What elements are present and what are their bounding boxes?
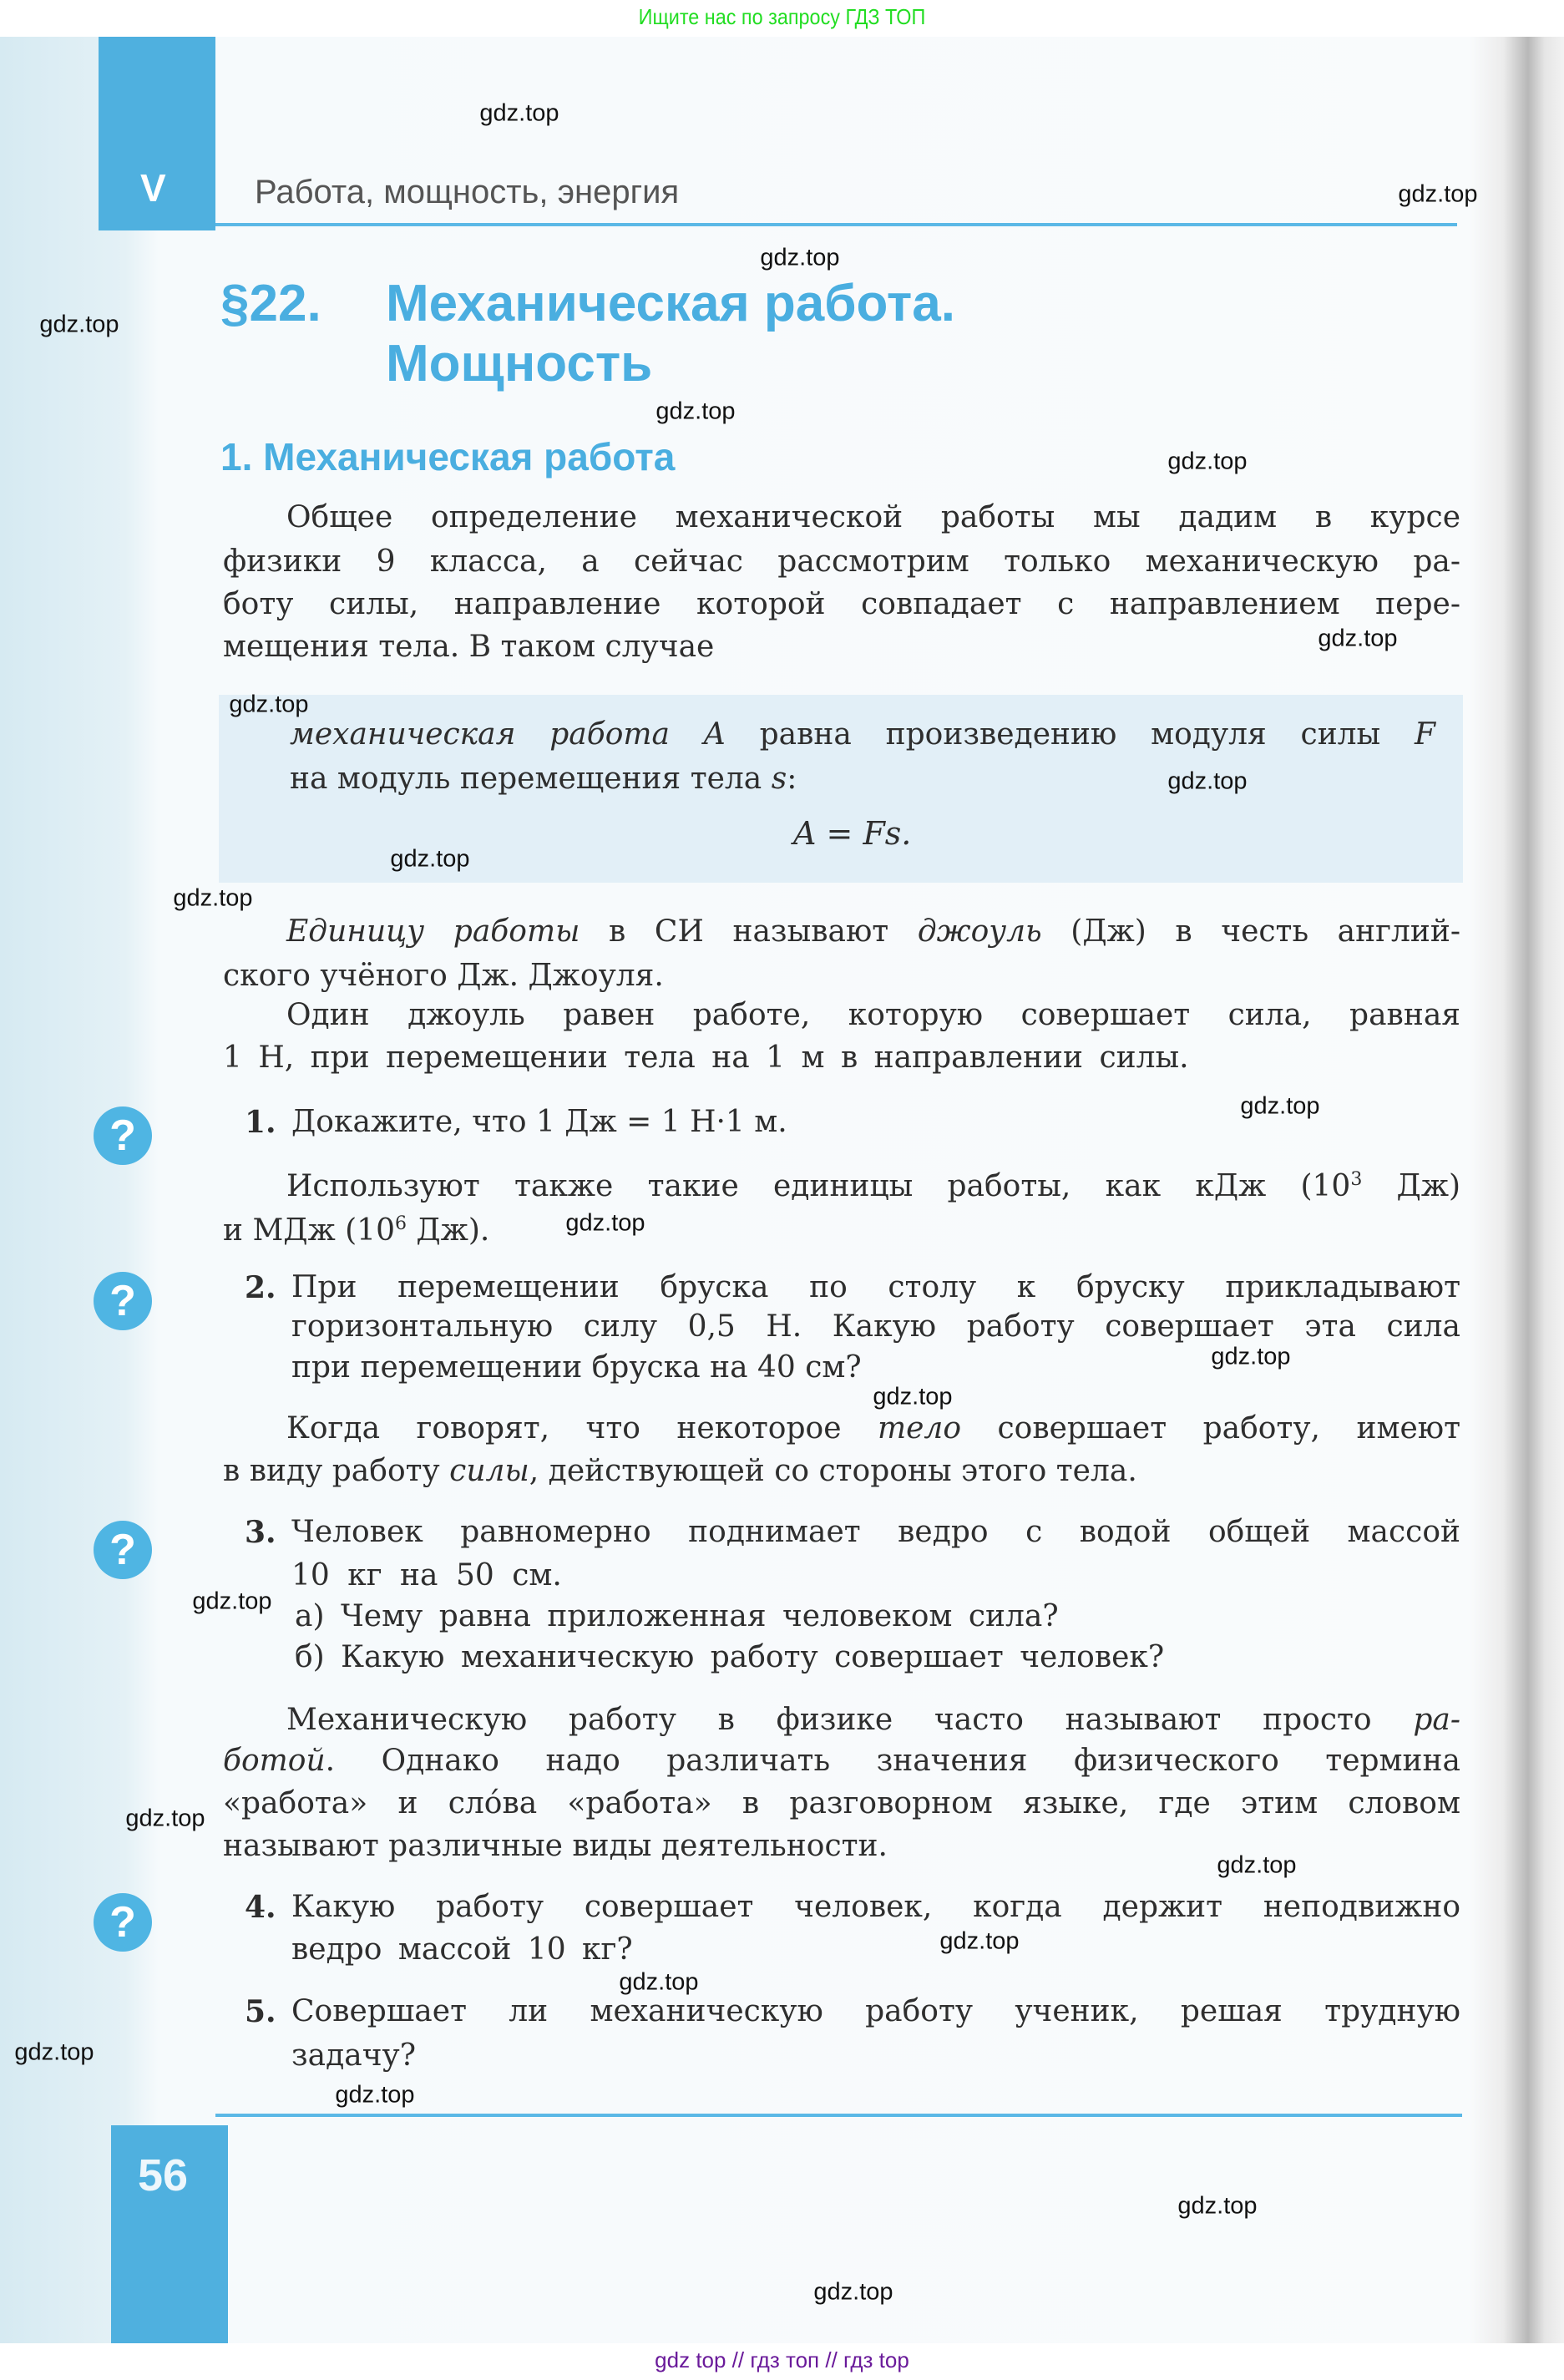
chapter-title: Работа, мощность, энергия: [255, 174, 680, 210]
symbol-s: s: [771, 762, 787, 796]
watermark: gdz.top: [390, 845, 470, 873]
question-line: Человек равномерно поднимает ведро с водой общей массой: [291, 1515, 1460, 1549]
question-line: горизонтальную силу 0,5 Н. Какую работу совершает эта сила: [291, 1309, 1460, 1344]
text: Дж).: [406, 1213, 490, 1248]
question-line: ведро массой 10 кг?: [291, 1932, 633, 1967]
watermark: gdz.top: [939, 1927, 1020, 1955]
watermark: gdz.top: [1398, 180, 1478, 208]
text: (Дж) в честь англий-: [1041, 914, 1461, 949]
term: Единицу работы: [286, 914, 580, 949]
text-line: [286, 1701, 1460, 1739]
watermark: gdz.top: [1177, 2192, 1258, 2220]
text-line: 1 Н, при перемещении тела на 1 м в направлении силы.: [223, 1041, 1189, 1075]
question-line: При перемещении бруска по столу к бруску прикладывают: [291, 1270, 1460, 1304]
watermark: gdz.top: [192, 1588, 272, 1615]
question-icon: ?: [94, 1272, 152, 1330]
page-number: 56: [138, 2150, 189, 2200]
watermark: gdz.top: [1167, 448, 1248, 475]
watermark: gdz.top: [1167, 767, 1248, 795]
text: равна произведению модуля силы: [725, 717, 1415, 752]
watermark: gdz.top: [229, 691, 309, 718]
text: :: [787, 762, 797, 796]
question-icon: ?: [94, 1893, 152, 1952]
watermark: gdz.top: [565, 1209, 645, 1237]
text-line: [286, 913, 1460, 951]
question-number: 1.: [245, 1105, 276, 1140]
text-line: [223, 1205, 1460, 1250]
text-line: называют различные виды деятельности.: [223, 1829, 888, 1863]
question-number: 2.: [245, 1270, 276, 1305]
paragraph-title-line1: Механическая работа.: [386, 275, 955, 332]
definition-line: [290, 760, 1435, 798]
text: , действующей со стороны этого тела.: [529, 1454, 1137, 1488]
text: Дж): [1362, 1169, 1460, 1203]
formula: A = Fs.: [793, 815, 912, 852]
text-line: [286, 1410, 1460, 1448]
watermark: gdz.top: [173, 884, 253, 912]
term: ра-: [1413, 1703, 1460, 1737]
footer-links[interactable]: gdz top // гдз топ // гдз top: [655, 2347, 909, 2372]
text-line: [223, 1452, 1460, 1491]
text: в СИ называют: [580, 914, 918, 949]
definition-line: [290, 716, 1435, 754]
question-line: Докажите, что 1 Дж = 1 Н·1 м.: [291, 1105, 787, 1139]
text-line: [286, 1161, 1460, 1206]
term: джоуль: [917, 914, 1042, 949]
question-line: при перемещении бруска на 40 см?: [291, 1350, 862, 1385]
term: ботой: [223, 1744, 326, 1778]
watermark: gdz.top: [655, 398, 736, 425]
watermark: gdz.top: [1240, 1092, 1320, 1120]
question-subitem: а) Чему равна приложенная человеком сила?: [295, 1599, 1059, 1633]
text-line: Общее определение механической работы мы дадим в курсе: [286, 500, 1460, 534]
text-line: [223, 1742, 1460, 1780]
watermark: gdz.top: [335, 2081, 415, 2109]
question-line: задачу?: [291, 2038, 417, 2073]
watermark: gdz.top: [1211, 1343, 1291, 1370]
text-line: боту силы, направление которой совпадает с направлением пере-: [223, 587, 1460, 621]
watermark: gdz.top: [39, 311, 119, 338]
question-line: Какую работу совершает человек, когда держит неподвижно: [291, 1890, 1460, 1924]
watermark: gdz.top: [873, 1383, 953, 1410]
term: силы: [449, 1454, 529, 1488]
chapter-number: V: [140, 166, 166, 210]
question-number: 4.: [245, 1890, 276, 1925]
text-line: «работа» и сло́ва «работа» в разговорном языке, где этим словом: [223, 1786, 1460, 1820]
text-line: мещения тела. В таком случае: [223, 630, 715, 664]
text: в виду работу: [223, 1454, 450, 1488]
exponent: 6: [394, 1213, 407, 1234]
symbol-f: F: [1415, 717, 1435, 752]
watermark: gdz.top: [479, 99, 559, 127]
text-line: физики 9 класса, а сейчас рассмотрим только механическую ра-: [223, 544, 1460, 579]
term: тело: [877, 1411, 962, 1446]
watermark: gdz.top: [760, 244, 840, 271]
text: Механическую работу в физике часто называют просто: [286, 1703, 1414, 1737]
question-line: 10 кг на 50 см.: [291, 1558, 562, 1593]
watermark: gdz.top: [125, 1805, 205, 1832]
text-line: ского учёного Дж. Джоуля.: [223, 959, 664, 993]
text: Когда говорят, что некоторое: [286, 1411, 878, 1446]
term: механическая работа A: [290, 717, 726, 752]
text: и МДж (10: [223, 1213, 395, 1248]
watermark: gdz.top: [1318, 625, 1398, 652]
question-number: 5.: [245, 1994, 276, 2029]
text: . Однако надо различать значения физического термина: [325, 1744, 1460, 1778]
paragraph-title-line2: Мощность: [386, 335, 653, 392]
text: на модуль перемещения тела: [290, 762, 772, 796]
watermark: gdz.top: [813, 2278, 893, 2306]
paragraph-number: §22.: [220, 275, 321, 332]
question-icon: ?: [94, 1106, 152, 1165]
watermark: gdz.top: [1217, 1851, 1297, 1879]
text: совершает работу, имеют: [961, 1411, 1461, 1446]
section-title: 1. Механическая работа: [220, 435, 676, 479]
text-line: Один джоуль равен работе, которую совершает сила, равная: [286, 998, 1460, 1032]
question-icon: ?: [94, 1521, 152, 1579]
header-divider: [215, 223, 1457, 226]
question-subitem: б) Какую механическую работу совершает человек?: [295, 1640, 1165, 1674]
top-banner[interactable]: Ищите нас по запросу ГДЗ ТОП: [78, 0, 1486, 37]
text: Используют также такие единицы работы, как кДж (10: [286, 1169, 1351, 1203]
exponent: 3: [1350, 1169, 1363, 1190]
question-number: 3.: [245, 1515, 276, 1550]
watermark: gdz.top: [14, 2038, 94, 2066]
question-line: Совершает ли механическую работу ученик, решая трудную: [291, 1994, 1460, 2028]
footer-divider: [215, 2114, 1462, 2117]
watermark: gdz.top: [619, 1968, 699, 1996]
